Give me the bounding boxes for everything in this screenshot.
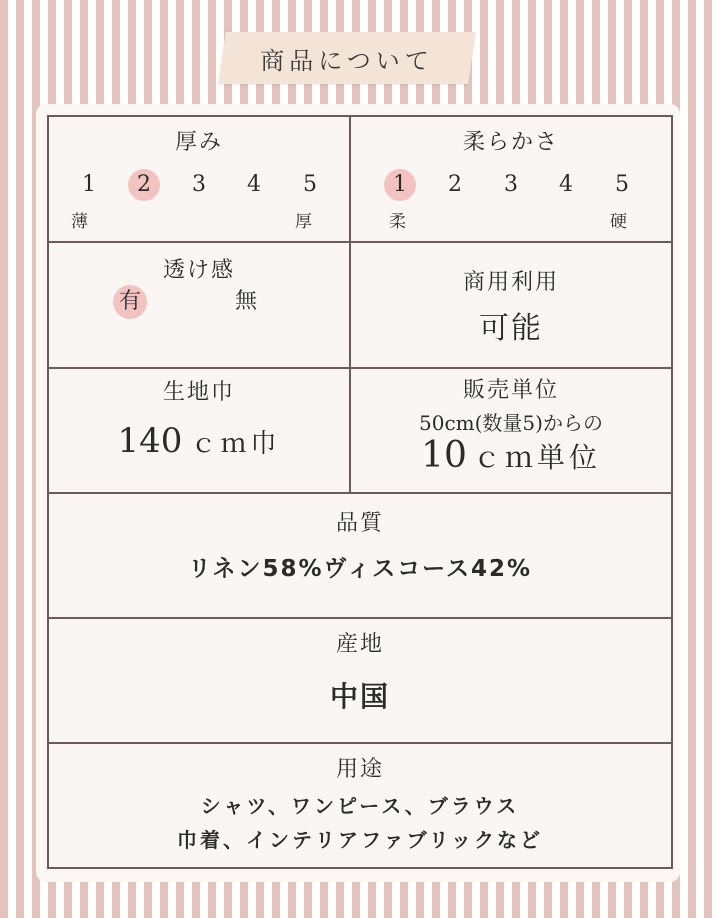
thickness-min-label: 薄 (71, 212, 88, 232)
fabric-width-label: 生地巾 (162, 380, 235, 405)
softness-scale-2: 2 (448, 172, 462, 197)
quality-value: リネン58%ヴィスコース42% (187, 556, 533, 582)
usage-line-2: 巾着、インテリアファブリックなど (177, 828, 543, 852)
softness-min-label: 柔 (389, 212, 406, 232)
usage-line-1: シャツ、ワンピース、ブラウス (200, 794, 520, 818)
transparency-option-yes-selected: 有 (113, 285, 147, 319)
origin-cell (49, 619, 671, 742)
sales-unit-unit: ｃｍ単位 (472, 441, 601, 474)
thickness-scale-2-selected: 2 (128, 169, 160, 201)
softness-scale-4: 4 (559, 172, 573, 197)
thickness-scale (49, 169, 349, 203)
thickness-label: 厚み (174, 130, 223, 155)
thickness-scale-3: 3 (192, 172, 206, 197)
usage-label: 用途 (335, 757, 384, 782)
fabric-width-value: 140 (117, 421, 183, 461)
softness-max-label: 硬 (610, 212, 627, 232)
softness-scale-5: 5 (615, 172, 629, 197)
commercial-use-cell (351, 243, 671, 367)
sales-unit-label: 販売単位 (462, 378, 559, 403)
sales-unit-cell (351, 369, 671, 492)
fabric-width-cell (49, 369, 349, 492)
origin-value: 中国 (329, 680, 390, 713)
commercial-use-value: 可能 (479, 311, 543, 346)
thickness-max-label: 厚 (295, 212, 312, 232)
softness-scale-1-selected: 1 (384, 169, 416, 201)
usage-cell (49, 744, 671, 867)
fabric-width-unit: ｃｍ巾 (190, 429, 281, 459)
commercial-use-label: 商用利用 (462, 270, 559, 295)
sales-unit-value: 10 (421, 435, 467, 476)
thickness-scale-4: 4 (247, 172, 261, 197)
page-title: 商品について (260, 46, 434, 75)
thickness-cell (49, 117, 349, 241)
softness-label: 柔らかさ (462, 130, 559, 155)
quality-label: 品質 (335, 511, 384, 536)
transparency-cell (49, 243, 349, 367)
thickness-scale-1: 1 (82, 172, 96, 197)
quality-cell (49, 494, 671, 617)
softness-scale-3: 3 (504, 172, 518, 197)
origin-label: 産地 (335, 632, 384, 657)
sales-unit-note: 50cm(数量5)からの (419, 411, 603, 435)
spec-table (47, 115, 673, 869)
softness-scale (351, 169, 671, 203)
thickness-scale-5: 5 (303, 172, 317, 197)
transparency-option-no: 無 (234, 289, 257, 314)
softness-cell (351, 117, 671, 241)
transparency-label: 透け感 (162, 258, 235, 283)
